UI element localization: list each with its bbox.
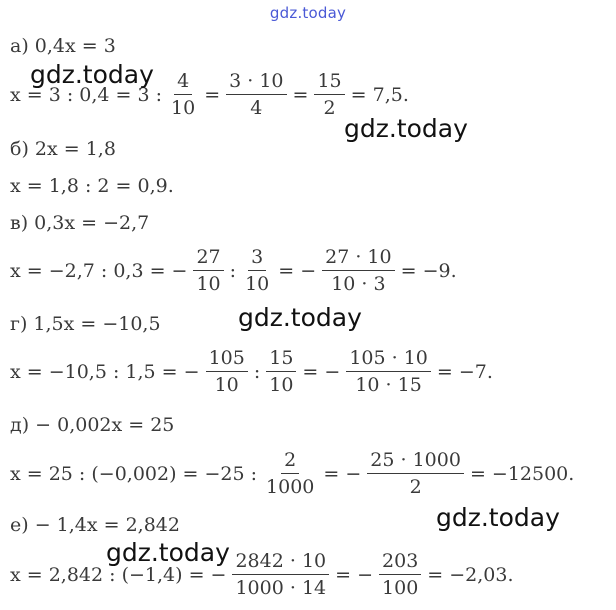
problem-a-prefix: x = 3 : 0,4 = 3 : (10, 83, 163, 106)
problem-e-statement: е) − 1,4x = 2,842 (10, 514, 180, 536)
fraction-numerator: 105 · 10 (346, 347, 431, 372)
watermark: gdz.today (344, 114, 468, 143)
problem-v-fraction-3 (322, 246, 394, 295)
fraction-denominator: 10 · 15 (355, 374, 422, 396)
problem-a-statement: а) 0,4x = 3 (10, 35, 116, 57)
fraction-denominator: 4 (250, 97, 263, 119)
problem-e-fraction-1 (232, 550, 329, 599)
problem-d-fraction-2 (367, 449, 464, 498)
problem-e-result: = −2,03. (427, 563, 514, 586)
fraction-numerator: 15 (314, 70, 344, 95)
division-sign: : (253, 360, 261, 383)
problem-a-fraction-2 (226, 70, 286, 119)
fraction-denominator: 10 (214, 374, 239, 396)
problem-d-statement: д) − 0,002x = 25 (10, 414, 175, 436)
problem-g-solution (10, 347, 493, 396)
problem-v-fraction-1 (193, 246, 223, 295)
problem-b-statement: б) 2x = 1,8 (10, 138, 116, 160)
problem-g-statement: г) 1,5x = −10,5 (10, 313, 161, 335)
fraction-denominator: 1000 (266, 476, 315, 498)
fraction-numerator: 2842 · 10 (232, 550, 329, 575)
fraction-denominator: 1000 · 14 (235, 577, 327, 599)
division-sign: : (229, 259, 237, 282)
problem-v-statement: в) 0,3x = −2,7 (10, 212, 150, 234)
problem-g-prefix: x = −10,5 : 1,5 = − (10, 360, 200, 383)
watermark: gdz.today (30, 60, 154, 89)
problem-a-result: = 7,5. (350, 83, 409, 106)
problem-g-fraction-3 (346, 347, 431, 396)
watermark: gdz.today (106, 538, 230, 567)
fraction-denominator: 10 (245, 273, 270, 295)
problem-v-fraction-2 (242, 246, 272, 295)
site-header[interactable]: gdz.today (269, 4, 347, 22)
fraction-numerator: 15 (266, 347, 296, 372)
equals-minus: = − (335, 563, 374, 586)
problem-d-prefix: x = 25 : (−0,002) = −25 : (10, 462, 258, 485)
problem-e-prefix: x = 2,842 : (−1,4) = − (10, 563, 227, 586)
problem-g-fraction-2 (266, 347, 296, 396)
problem-g-fraction-1 (206, 347, 248, 396)
fraction-numerator: 2 (281, 449, 299, 474)
problem-v-solution (10, 246, 457, 295)
problem-d-fraction-1 (263, 449, 317, 498)
fraction-denominator: 10 (171, 97, 196, 119)
fraction-numerator: 27 (193, 246, 223, 271)
equals-minus: = − (278, 259, 317, 282)
problem-v-result: = −9. (400, 259, 457, 282)
problem-e-solution (10, 550, 514, 599)
problem-g-result: = −7. (436, 360, 493, 383)
equals-sign: = (292, 83, 309, 106)
fraction-numerator: 25 · 1000 (367, 449, 464, 474)
equals-minus: = − (302, 360, 341, 383)
problem-d-result: = −12500. (469, 462, 575, 485)
fraction-denominator: 10 (196, 273, 221, 295)
fraction-numerator: 4 (174, 70, 192, 95)
fraction-numerator: 105 (206, 347, 248, 372)
fraction-numerator: 27 · 10 (322, 246, 394, 271)
equals-minus: = − (323, 462, 362, 485)
fraction-denominator: 2 (409, 476, 422, 498)
fraction-numerator: 203 (379, 550, 421, 575)
problem-e-fraction-2 (379, 550, 421, 599)
fraction-numerator: 3 · 10 (226, 70, 286, 95)
problem-a-fraction-1 (168, 70, 198, 119)
problem-b-solution: x = 1,8 : 2 = 0,9. (10, 175, 174, 197)
watermark: gdz.today (238, 303, 362, 332)
fraction-denominator: 10 · 3 (331, 273, 386, 295)
watermark: gdz.today (436, 503, 560, 532)
fraction-denominator: 100 (382, 577, 419, 599)
problem-v-prefix: x = −2,7 : 0,3 = − (10, 259, 188, 282)
fraction-denominator: 2 (323, 97, 336, 119)
problem-d-solution (10, 449, 574, 498)
fraction-denominator: 10 (269, 374, 294, 396)
problem-a-fraction-3 (314, 70, 344, 119)
fraction-numerator: 3 (248, 246, 266, 271)
equals-sign: = (204, 83, 221, 106)
